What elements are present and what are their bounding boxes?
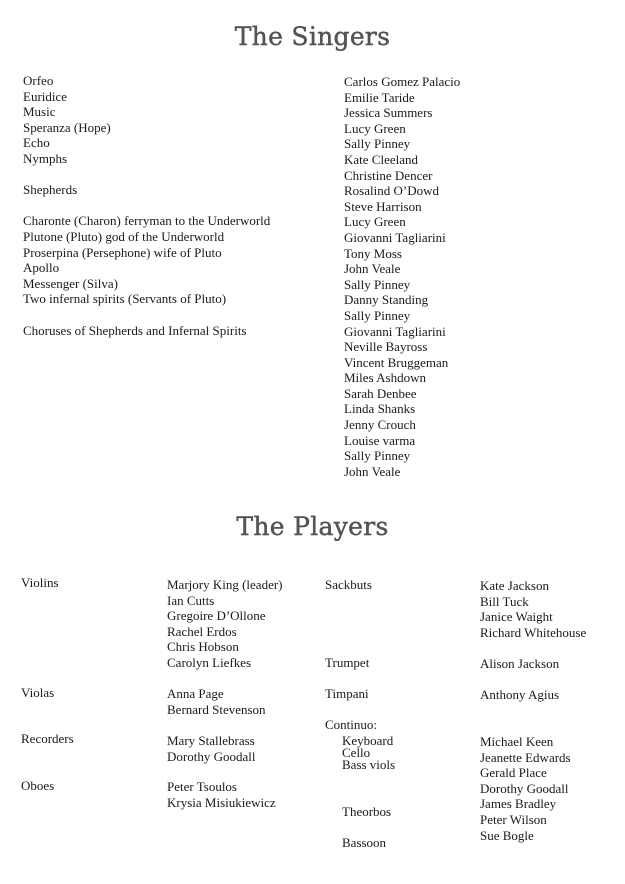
role: Two infernal spirits (Servants of Pluto) xyxy=(23,291,227,307)
singer-name: Sally Pinney xyxy=(344,307,411,323)
section-label-continuo: Continuo: xyxy=(325,717,378,732)
section-label-violins: Violins xyxy=(21,575,59,590)
singer-name: Lucy Green xyxy=(344,120,406,136)
singer-name: Lucy Green xyxy=(344,214,406,230)
instrument-keyboard: Keyboard xyxy=(342,733,394,748)
player-name: Michael Keen xyxy=(480,734,554,749)
trumpet-name: Alison Jackson xyxy=(480,656,560,671)
singer-name: John Veale xyxy=(344,463,401,479)
player-name: Jeanette Edwards xyxy=(480,749,571,765)
singer-name: Rosalind O’Dowd xyxy=(344,183,439,199)
singer-name: Miles Ashdown xyxy=(344,370,426,386)
continuo-names xyxy=(480,734,571,843)
player-name: Richard Whitehouse xyxy=(480,624,587,640)
player-name: Gerald Place xyxy=(480,765,547,781)
role: Euridice xyxy=(23,88,68,104)
singer-name: Sarah Denbee xyxy=(344,385,417,401)
player-name: Sue Bogle xyxy=(480,827,534,843)
player-name: Ian Cutts xyxy=(167,592,215,608)
instrument-bass-viols: Bass viols xyxy=(342,757,396,772)
player-name: Krysia Misiukiewicz xyxy=(167,794,276,810)
player-name: Chris Hobson xyxy=(167,639,239,655)
section-label-oboes: Oboes xyxy=(21,778,55,793)
violins-names xyxy=(167,577,283,671)
players-title: The Players xyxy=(236,512,389,541)
player-name: Peter Wilson xyxy=(480,811,547,827)
role: Music xyxy=(23,104,56,120)
role: Plutone (Pluto) god of the Underworld xyxy=(23,228,225,244)
instrument-bassoon: Bassoon xyxy=(342,835,387,850)
oboes-names xyxy=(167,779,276,810)
singer-name: Vincent Bruggeman xyxy=(344,354,449,370)
role: Nymphs xyxy=(23,150,68,166)
singer-name: Steve Harrison xyxy=(344,198,422,214)
singer-name: Jessica Summers xyxy=(344,105,433,121)
role: Speranza (Hope) xyxy=(23,119,111,135)
singer-name: Jenny Crouch xyxy=(344,417,416,433)
player-name: James Bradley xyxy=(480,796,557,812)
singer-name: Giovanni Tagliarini xyxy=(344,229,446,245)
singer-name: Sally Pinney xyxy=(344,136,411,152)
section-label-timpani: Timpani xyxy=(325,686,369,701)
role: Shepherds xyxy=(23,182,78,198)
singer-name: Giovanni Tagliarini xyxy=(344,323,446,339)
role: Choruses of Shepherds and Infernal Spirits xyxy=(23,322,247,338)
player-name: Rachel Erdos xyxy=(167,623,237,639)
section-label-recorders: Recorders xyxy=(21,731,74,746)
singer-name: John Veale xyxy=(344,261,401,277)
player-name: Carolyn Liefkes xyxy=(167,654,252,670)
singer-name: Sally Pinney xyxy=(344,276,411,292)
player-name: Dorothy Goodall xyxy=(480,780,569,796)
player-name: Bill Tuck xyxy=(480,593,529,609)
player-name: Bernard Stevenson xyxy=(167,701,266,717)
singer-name: Kate Cleeland xyxy=(344,151,418,167)
singer-name: Neville Bayross xyxy=(344,339,428,355)
player-name: Janice Waight xyxy=(480,609,553,625)
singer-name: Linda Shanks xyxy=(344,401,416,417)
sackbuts-names xyxy=(480,578,586,640)
recorders-names xyxy=(167,733,255,764)
role: Proserpina (Persephone) wife of Pluto xyxy=(23,244,222,260)
player-name: Anna Page xyxy=(167,686,224,701)
player-name: Mary Stallebrass xyxy=(167,733,255,748)
instrument-theorbos: Theorbos xyxy=(342,804,392,819)
violas-names xyxy=(167,686,266,717)
singer-name: Sally Pinney xyxy=(344,448,411,464)
role: Apollo xyxy=(23,260,60,276)
singer-name: Tony Moss xyxy=(344,245,402,261)
singer-name: Carlos Gomez Palacio xyxy=(344,74,461,89)
singer-name: Christine Dencer xyxy=(344,167,433,183)
player-name: Gregoire D’Ollone xyxy=(167,608,266,624)
role: Messenger (Silva) xyxy=(23,275,118,291)
singer-name: Danny Standing xyxy=(344,292,429,308)
section-label-violas: Violas xyxy=(21,685,55,700)
singer-name: Emilie Taride xyxy=(344,89,415,105)
player-name: Marjory King (leader) xyxy=(167,577,283,592)
instrument-cello: Cello xyxy=(342,745,371,760)
section-label-sackbuts: Sackbuts xyxy=(325,577,372,592)
singers-column xyxy=(344,74,460,479)
section-label-trumpet: Trumpet xyxy=(325,655,370,670)
singers-title: The Singers xyxy=(234,22,391,51)
role: Echo xyxy=(23,135,50,151)
role: Charonte (Charon) ferryman to the Underworld xyxy=(23,213,271,229)
player-name: Peter Tsoulos xyxy=(167,779,237,794)
roles-column xyxy=(23,73,270,338)
player-name: Kate Jackson xyxy=(480,578,549,593)
singer-name: Louise varma xyxy=(344,432,416,448)
role: Orfeo xyxy=(23,73,54,88)
timpani-name: Anthony Agius xyxy=(480,687,560,702)
player-name: Dorothy Goodall xyxy=(167,748,256,764)
